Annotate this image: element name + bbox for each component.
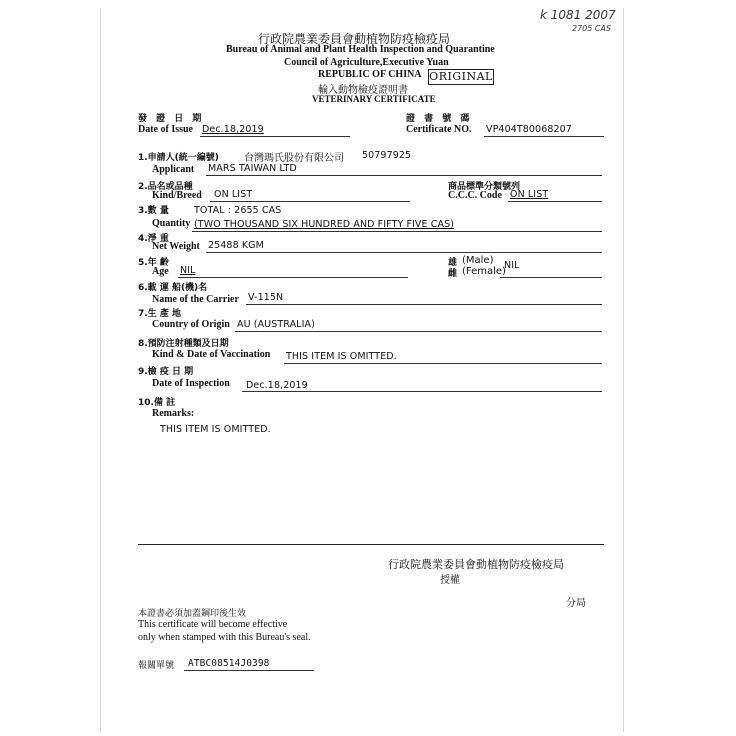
customs-declaration-label-zh: 報關單號 <box>138 661 175 671</box>
vaccination-label: Kind & Date of Vaccination <box>152 349 271 360</box>
carrier-value: V-115N <box>248 292 284 303</box>
issue-date-label: Date of Issue <box>138 124 193 135</box>
kind-value: ON LIST <box>214 189 253 200</box>
ccc-code-label: C.C.C. Code <box>448 190 502 201</box>
applicant-label-zh: 1.申請人(統一編號) <box>138 153 219 163</box>
net-weight-label-zh: 4.淨 重 <box>138 234 169 244</box>
vaccination-value: THIS ITEM IS OMITTED. <box>286 351 397 362</box>
kind-label-zh: 2.品名或品種 <box>138 182 193 192</box>
female-label: (Female) <box>462 266 506 277</box>
signature-divider <box>138 544 604 545</box>
age-value: NIL <box>180 265 196 276</box>
male-label: (Male) <box>462 255 494 266</box>
remarks-label: Remarks: <box>152 408 195 419</box>
remarks-value: THIS ITEM IS OMITTED. <box>160 424 271 435</box>
applicant-name-zh: 台灣瑪氏股份有限公司 <box>244 153 344 164</box>
certificate-type-zh: 輸入動物檢疫證明書 <box>318 85 408 96</box>
issue-date-value: Dec.18,2019 <box>202 124 264 135</box>
ccc-code-value: ON LIST <box>510 189 549 200</box>
council-name: Council of Agriculture,Executive Yuan <box>284 57 449 68</box>
kind-label: Kind/Breed <box>152 190 202 201</box>
quantity-label: Quantity <box>152 218 191 229</box>
quantity-total: TOTAL : 2655 CAS <box>194 205 282 216</box>
origin-label-zh: 7.生 產 地 <box>138 309 181 319</box>
male-label-zh: 雄 <box>448 258 458 268</box>
certificate-number-label: Certificate NO. <box>406 124 472 135</box>
issuing-authority-zh: 行政院農業委員會動植物防疫檢疫局 <box>388 558 564 571</box>
inspection-date-value: Dec.18,2019 <box>246 380 308 391</box>
vaccination-label-zh: 8.預防注射種類及日期 <box>138 339 229 349</box>
seal-notice-zh: 本證書必須加蓋鋼印後生效 <box>138 609 247 619</box>
handwritten-reference: k 1081 2007 <box>540 8 616 22</box>
agency-name-zh: 行政院農業委員會動植物防疫檢疫局 <box>258 32 451 46</box>
carrier-label-zh: 6.載 運 船(機)名 <box>138 283 208 293</box>
net-weight-label: Net Weight <box>152 241 200 252</box>
origin-value: AU (AUSTRALIA) <box>237 319 315 330</box>
inspection-label: Date of Inspection <box>152 378 230 389</box>
quantity-words: (TWO THOUSAND SIX HUNDRED AND FIFTY FIVE CAS) <box>194 219 455 230</box>
carrier-label: Name of the Carrier <box>152 294 239 305</box>
inspection-label-zh: 9.檢 疫 日 期 <box>138 367 194 377</box>
authorized-zh: 授權 <box>440 575 460 586</box>
handwritten-count: 2705 CAS <box>572 24 612 33</box>
certificate-number-value: VP404T80068207 <box>486 124 572 135</box>
original-stamp: ORIGINAL <box>429 70 493 83</box>
age-label-zh: 5.年 齡 <box>138 258 169 268</box>
quantity-label-zh: 3.數 量 <box>138 206 169 216</box>
remarks-label-zh: 10.備 註 <box>138 398 176 408</box>
certificate-number-label-zh: 證 書 號 碼 <box>406 114 473 124</box>
seal-notice-line-1: This certificate will become effective <box>138 619 288 630</box>
origin-label: Country of Origin <box>152 319 230 330</box>
issue-date-label-zh: 發 證 日 期 <box>138 114 205 124</box>
applicant-name: MARS TAIWAN LTD <box>208 163 297 174</box>
female-label-zh: 雌 <box>448 269 458 279</box>
branch-office-zh: 分局 <box>566 598 586 609</box>
seal-notice-line-2: only when stamped with this Bureau's seal. <box>138 632 311 643</box>
agency-name-en: Bureau of Animal and Plant Health Inspection and Quarantine <box>226 44 495 55</box>
customs-declaration-number: ATBC08514J0398 <box>188 658 270 669</box>
net-weight-value: 25488 KGM <box>208 240 264 251</box>
sex-value: NIL <box>504 260 520 271</box>
country-name: REPUBLIC OF CHINA <box>318 69 422 80</box>
age-label: Age <box>152 266 169 277</box>
ccc-code-label-zh: 商品標準分類號列 <box>448 182 521 192</box>
applicant-id: 50797925 <box>362 150 412 161</box>
applicant-label: Applicant <box>152 164 195 175</box>
certificate-type-en: VETERINARY CERTIFICATE <box>312 94 436 104</box>
